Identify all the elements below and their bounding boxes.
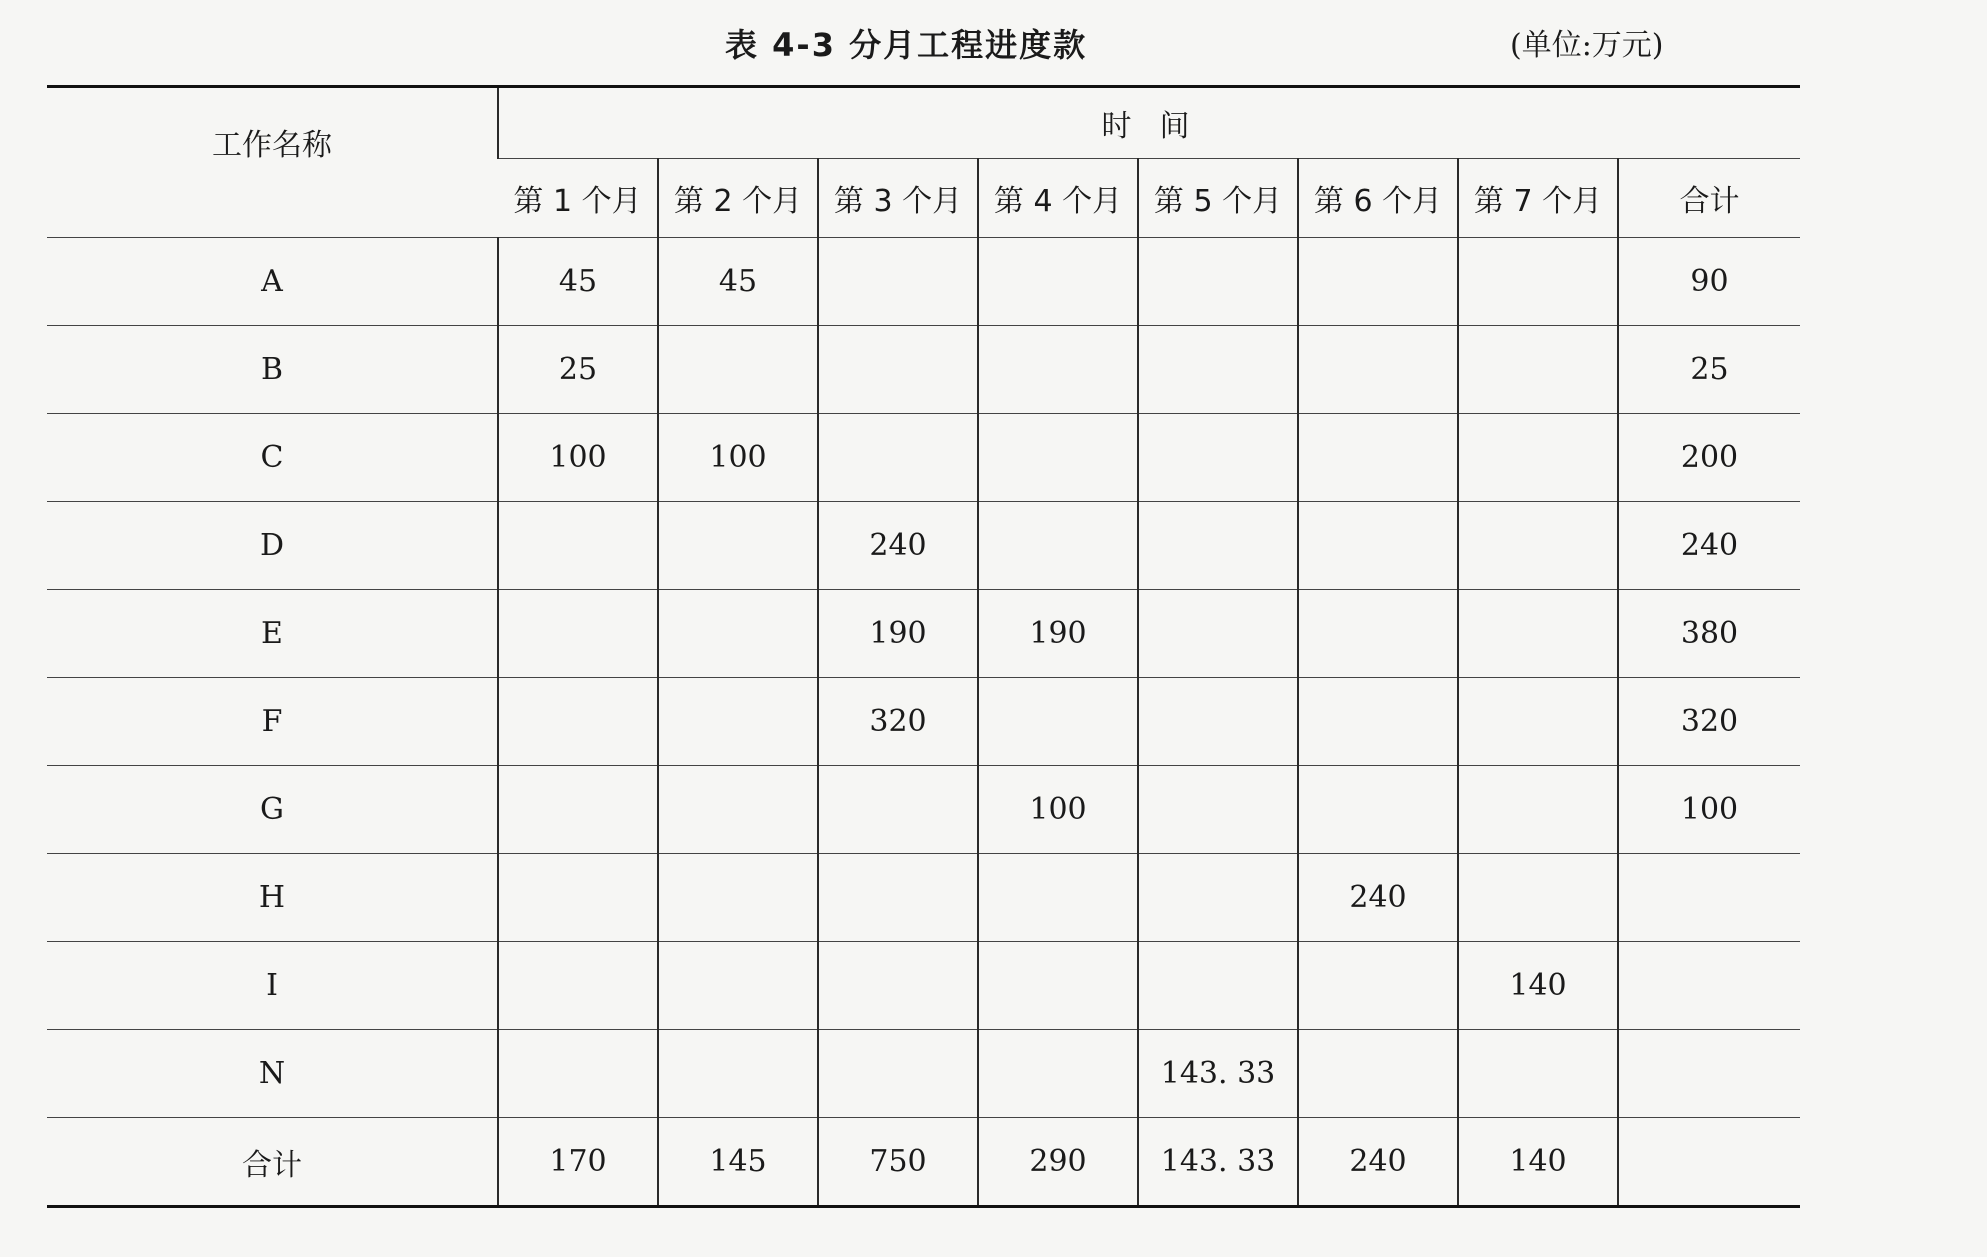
month-value-cell	[1298, 326, 1458, 414]
month-value-cell	[498, 590, 658, 678]
month-value-cell	[658, 1030, 818, 1118]
row-total-cell	[1618, 942, 1800, 1030]
month-value-cell: 100	[978, 766, 1138, 854]
month-value-cell: 143. 33	[1138, 1030, 1298, 1118]
month-value-cell	[658, 326, 818, 414]
month-value-cell	[1458, 502, 1618, 590]
month-value-cell	[1458, 1030, 1618, 1118]
sum-row	[47, 1118, 1800, 1207]
month-value-cell	[498, 502, 658, 590]
sum-value-cell: 290	[978, 1118, 1138, 1207]
row-total-cell: 320	[1618, 678, 1800, 766]
month-value-cell	[818, 414, 978, 502]
month-value-cell: 240	[818, 502, 978, 590]
row-total-cell: 25	[1618, 326, 1800, 414]
month-value-cell	[1458, 590, 1618, 678]
work-name-cell: I	[47, 942, 498, 1030]
table-row	[47, 766, 1800, 854]
row-total-cell: 200	[1618, 414, 1800, 502]
month-value-cell: 190	[978, 590, 1138, 678]
table-row	[47, 942, 1800, 1030]
month-value-cell	[1458, 766, 1618, 854]
sum-value-cell: 145	[658, 1118, 818, 1207]
work-name-cell: A	[47, 238, 498, 326]
month-value-cell	[1138, 590, 1298, 678]
month-value-cell	[978, 1030, 1138, 1118]
work-name-cell: H	[47, 854, 498, 942]
month-value-cell	[1138, 942, 1298, 1030]
month-value-cell: 240	[1298, 854, 1458, 942]
month-value-cell	[978, 238, 1138, 326]
sum-value-cell: 240	[1298, 1118, 1458, 1207]
total-header: 合计	[1618, 159, 1800, 238]
month-value-cell	[498, 1030, 658, 1118]
month-value-cell: 100	[498, 414, 658, 502]
month-value-cell	[818, 326, 978, 414]
table-row	[47, 326, 1800, 414]
table-row	[47, 414, 1800, 502]
month-value-cell: 140	[1458, 942, 1618, 1030]
month-header: 第 7 个月	[1458, 159, 1618, 238]
time-header: 时间	[498, 87, 1800, 159]
sum-value-cell	[1618, 1118, 1800, 1207]
month-value-cell: 45	[658, 238, 818, 326]
month-header: 第 1 个月	[498, 159, 658, 238]
work-name-cell: D	[47, 502, 498, 590]
month-value-cell	[978, 942, 1138, 1030]
row-total-cell	[1618, 1030, 1800, 1118]
month-value-cell	[1298, 678, 1458, 766]
work-name-cell: N	[47, 1030, 498, 1118]
month-value-cell	[818, 1030, 978, 1118]
month-header: 第 2 个月	[658, 159, 818, 238]
work-name-cell: E	[47, 590, 498, 678]
month-header: 第 3 个月	[818, 159, 978, 238]
table-row	[47, 502, 1800, 590]
month-value-cell	[978, 326, 1138, 414]
work-name-header: 工作名称	[47, 87, 498, 238]
sum-value-cell: 140	[1458, 1118, 1618, 1207]
month-value-cell	[1458, 326, 1618, 414]
month-header: 第 4 个月	[978, 159, 1138, 238]
table-row	[47, 238, 1800, 326]
month-value-cell	[1458, 854, 1618, 942]
month-value-cell	[978, 502, 1138, 590]
month-value-cell	[658, 678, 818, 766]
sum-label-cell: 合计	[47, 1118, 498, 1207]
month-value-cell	[818, 766, 978, 854]
month-value-cell	[1138, 414, 1298, 502]
month-value-cell	[978, 678, 1138, 766]
month-value-cell: 45	[498, 238, 658, 326]
month-value-cell	[498, 678, 658, 766]
month-value-cell	[1298, 942, 1458, 1030]
month-value-cell: 25	[498, 326, 658, 414]
month-value-cell	[1138, 678, 1298, 766]
month-value-cell: 320	[818, 678, 978, 766]
month-value-cell	[658, 942, 818, 1030]
month-value-cell	[1458, 678, 1618, 766]
month-value-cell	[498, 942, 658, 1030]
month-value-cell	[818, 854, 978, 942]
sum-value-cell: 170	[498, 1118, 658, 1207]
row-total-cell: 90	[1618, 238, 1800, 326]
month-value-cell: 190	[818, 590, 978, 678]
row-total-cell	[1618, 854, 1800, 942]
table-row	[47, 590, 1800, 678]
month-value-cell	[1298, 238, 1458, 326]
month-value-cell	[498, 854, 658, 942]
month-value-cell	[1298, 414, 1458, 502]
month-value-cell	[498, 766, 658, 854]
table-row	[47, 1030, 1800, 1118]
month-value-cell	[1138, 326, 1298, 414]
month-value-cell	[1458, 238, 1618, 326]
month-header: 第 5 个月	[1138, 159, 1298, 238]
sum-value-cell: 750	[818, 1118, 978, 1207]
table-row	[47, 678, 1800, 766]
work-name-cell: B	[47, 326, 498, 414]
month-header: 第 6 个月	[1298, 159, 1458, 238]
month-value-cell	[658, 502, 818, 590]
month-value-cell	[1298, 1030, 1458, 1118]
month-value-cell	[658, 590, 818, 678]
month-value-cell	[1138, 766, 1298, 854]
unit-note: (单位:万元)	[1510, 28, 1664, 63]
row-total-cell: 240	[1618, 502, 1800, 590]
table-title: 表 4-3 分月工程进度款	[725, 26, 1088, 64]
month-value-cell	[1298, 590, 1458, 678]
progress-payment-table	[47, 85, 1800, 1208]
month-value-cell	[1458, 414, 1618, 502]
row-total-cell: 380	[1618, 590, 1800, 678]
row-total-cell: 100	[1618, 766, 1800, 854]
month-value-cell	[1138, 502, 1298, 590]
month-value-cell	[1138, 854, 1298, 942]
month-value-cell	[658, 766, 818, 854]
month-value-cell	[1138, 238, 1298, 326]
work-name-cell: F	[47, 678, 498, 766]
month-value-cell	[1298, 502, 1458, 590]
month-value-cell	[978, 414, 1138, 502]
month-value-cell	[978, 854, 1138, 942]
month-value-cell	[1298, 766, 1458, 854]
month-value-cell: 100	[658, 414, 818, 502]
work-name-cell: C	[47, 414, 498, 502]
month-value-cell	[818, 238, 978, 326]
month-value-cell	[658, 854, 818, 942]
work-name-cell: G	[47, 766, 498, 854]
month-value-cell	[818, 942, 978, 1030]
sum-value-cell: 143. 33	[1138, 1118, 1298, 1207]
table-body	[47, 238, 1800, 1207]
table-row	[47, 854, 1800, 942]
